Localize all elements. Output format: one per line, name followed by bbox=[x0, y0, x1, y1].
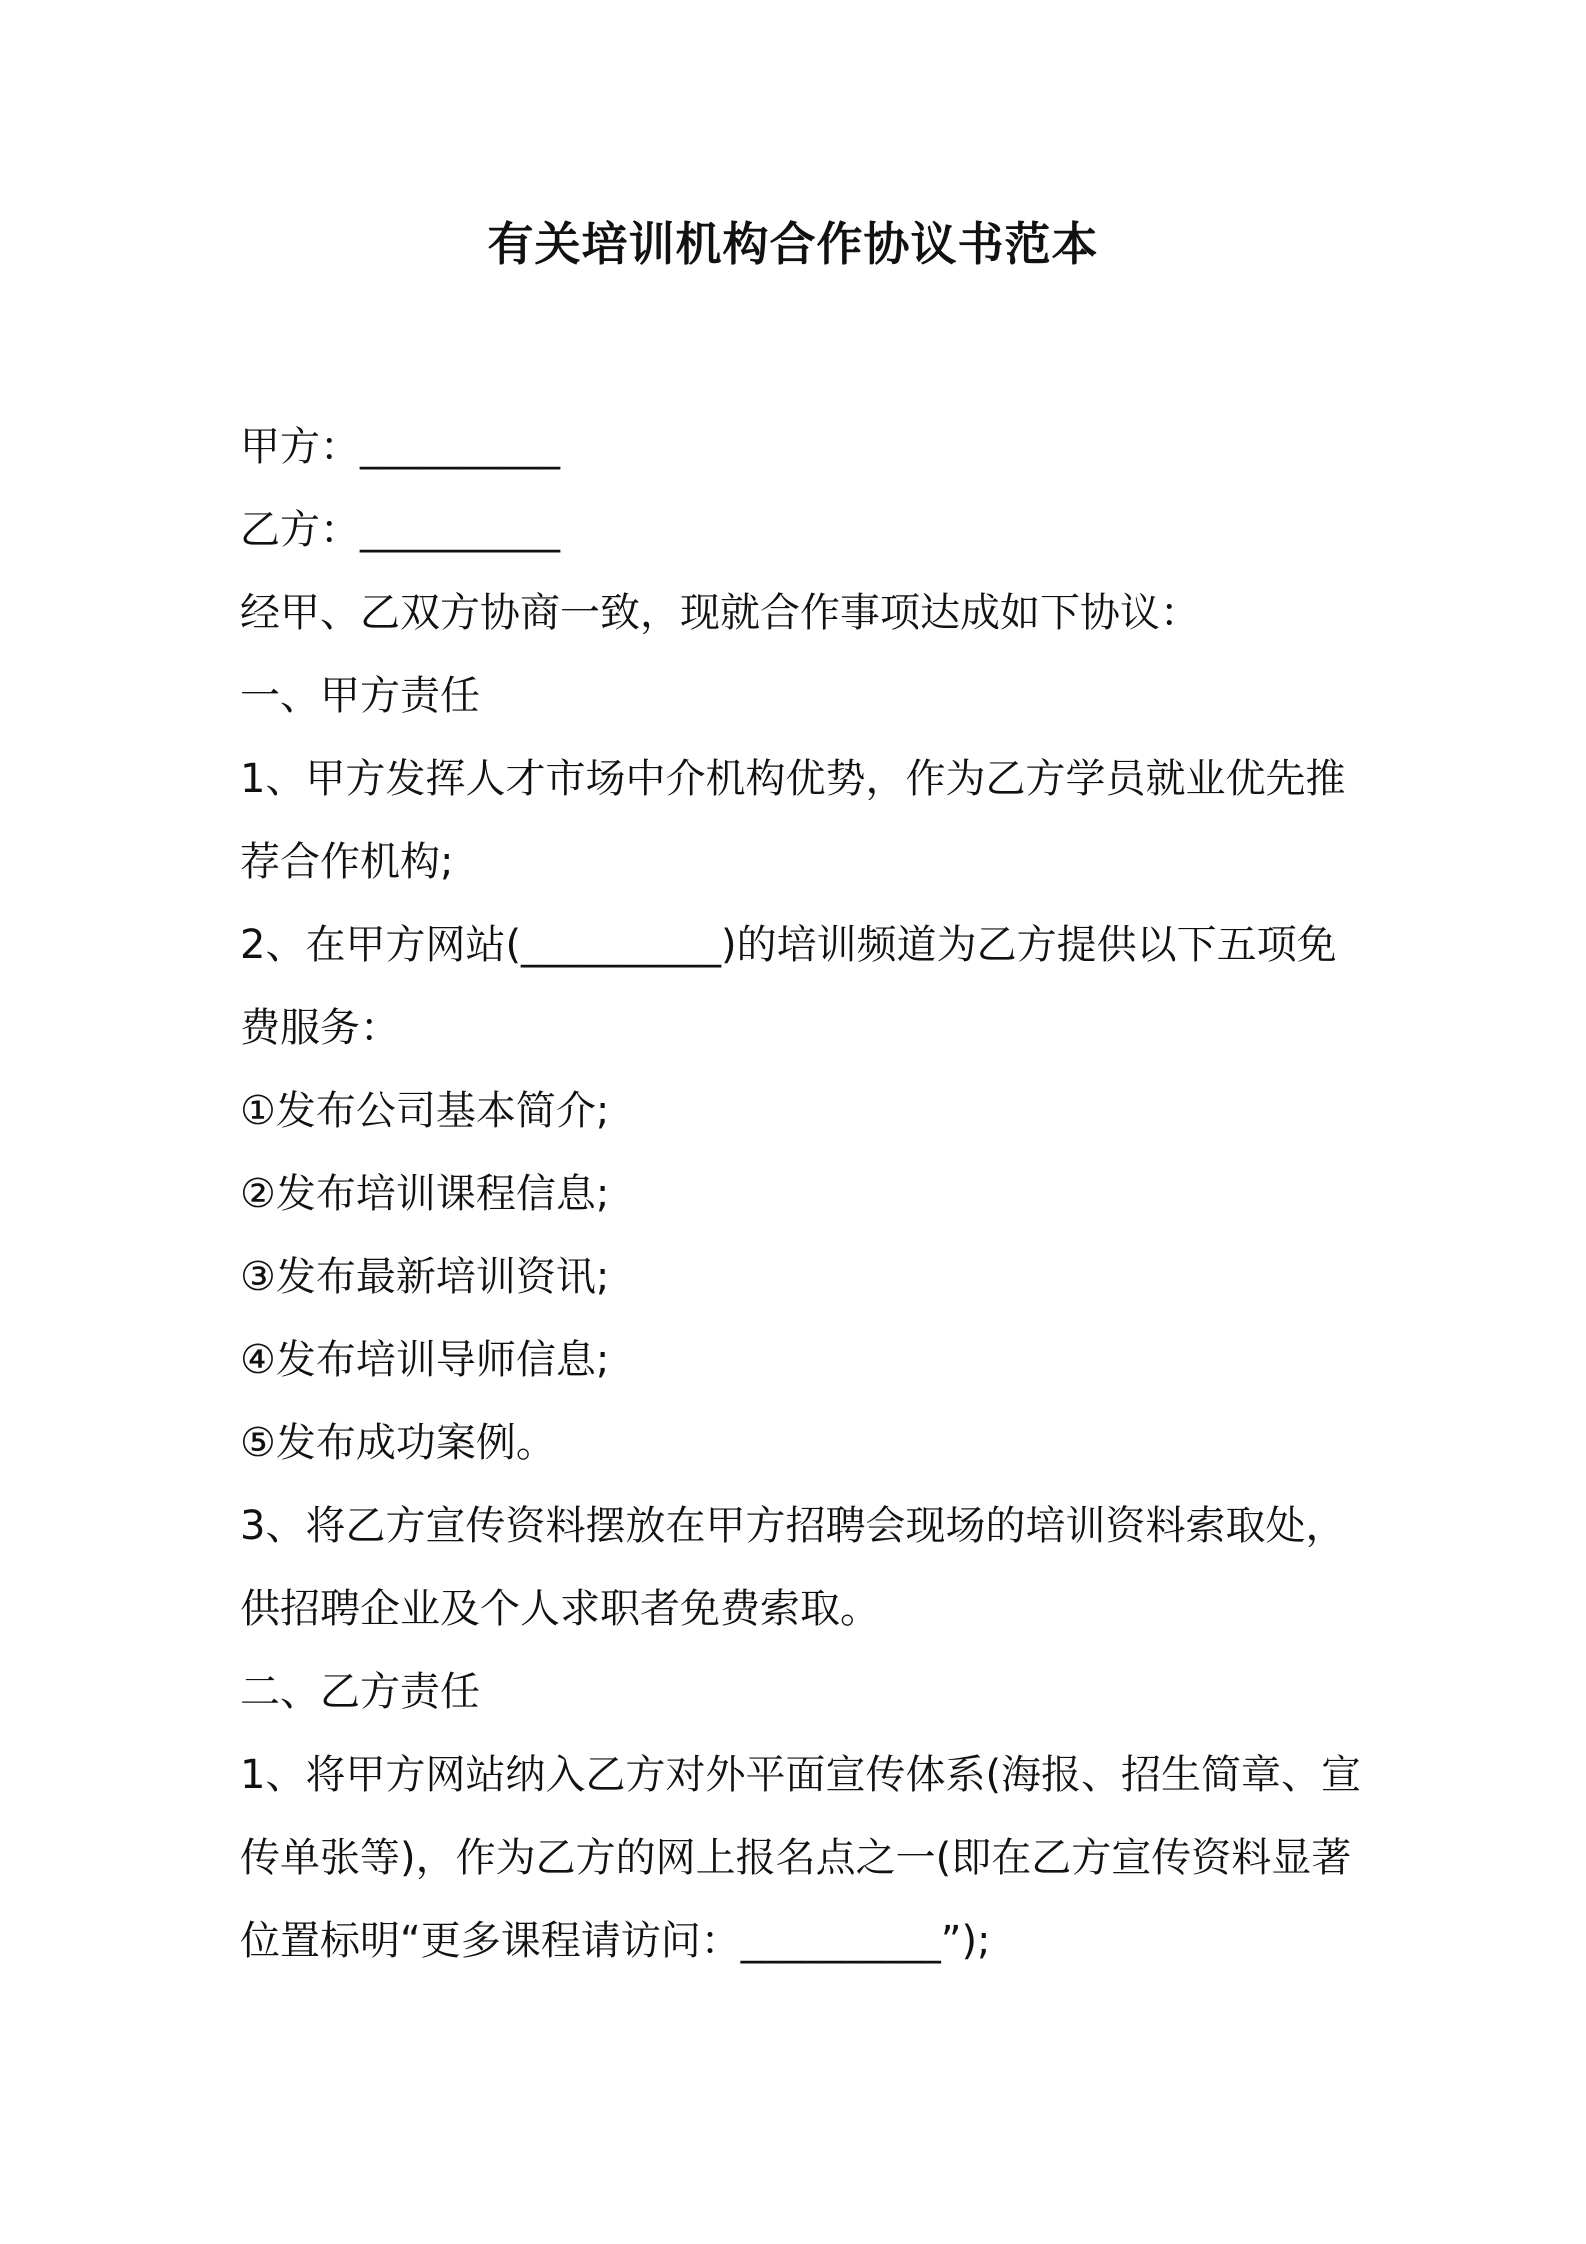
service-item-1: ①发布公司基本简介; bbox=[240, 1088, 610, 1134]
clause-a2-line2: 费服务： bbox=[240, 1005, 400, 1051]
intro-paragraph: 经甲、乙双方协商一致，现就合作事项达成如下协议： bbox=[240, 590, 1200, 636]
clause-a3-line1: 3、将乙方宣传资料摆放在甲方招聘会现场的培训资料索取处， bbox=[240, 1503, 1346, 1549]
clause-b1-line2: 传单张等)，作为乙方的网上报名点之一(即在乙方宣传资料显著 bbox=[240, 1835, 1352, 1881]
section-heading-party-a: 一、甲方责任 bbox=[240, 673, 480, 719]
service-item-5: ⑤发布成功案例。 bbox=[240, 1420, 556, 1466]
party-b-line: 乙方：__________ bbox=[240, 507, 560, 553]
service-item-4: ④发布培训导师信息; bbox=[240, 1337, 610, 1383]
clause-b1-line1: 1、将甲方网站纳入乙方对外平面宣传体系(海报、招生简章、宣 bbox=[240, 1752, 1362, 1798]
clause-a1-line2: 荐合作机构; bbox=[240, 839, 454, 885]
document-title: 有关培训机构合作协议书范本 bbox=[487, 217, 1099, 271]
clause-a2-line1: 2、在甲方网站(__________)的培训频道为乙方提供以下五项免 bbox=[240, 922, 1337, 968]
section-heading-party-b: 二、乙方责任 bbox=[240, 1669, 480, 1715]
clause-a1-line1: 1、甲方发挥人才市场中介机构优势，作为乙方学员就业优先推 bbox=[240, 756, 1346, 802]
service-item-3: ③发布最新培训资讯; bbox=[240, 1254, 610, 1300]
party-a-line: 甲方：__________ bbox=[240, 424, 560, 470]
document-body bbox=[240, 406, 1360, 1983]
clause-a3-line2: 供招聘企业及个人求职者免费索取。 bbox=[240, 1586, 880, 1632]
service-item-2: ②发布培训课程信息; bbox=[240, 1171, 610, 1217]
clause-b1-line3: 位置标明“更多课程请访问：__________”); bbox=[240, 1918, 991, 1964]
